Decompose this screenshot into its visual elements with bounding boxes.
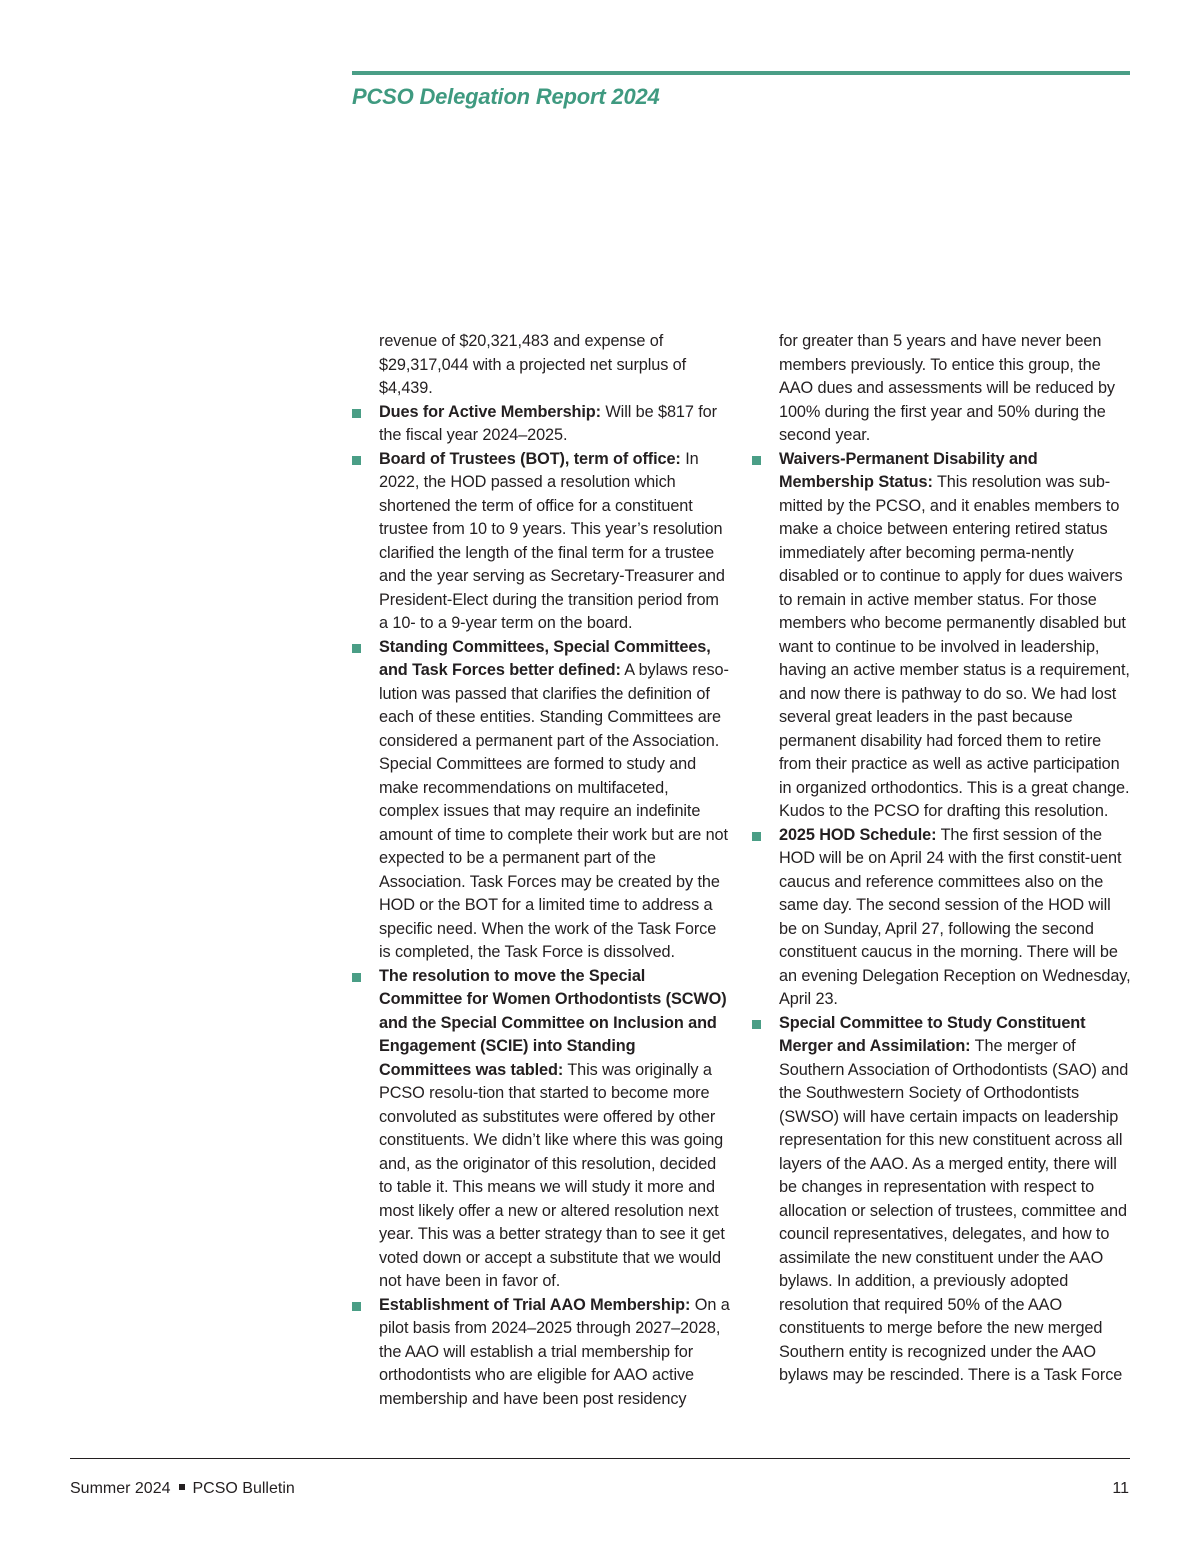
square-bullet-icon (352, 409, 361, 418)
square-bullet-icon (179, 1484, 185, 1490)
bullet-heading: Standing Committees, Special Committees, and Task Forces better defined: (379, 637, 711, 679)
bullet-text: This was originally a PCSO resolu-tion that started to become more convoluted as substitutes were offered by other constituents. We didn’t like where this was going and, as the originator of this resolution, decided to table it. This means we will study it more and most likely offer a new or altered resolution next year. This was a better strategy than to see it get voted down or accept a substitute that we would not have been in favor of. (379, 1060, 725, 1290)
square-bullet-icon (352, 456, 361, 465)
square-bullet-icon (752, 832, 761, 841)
square-bullet-icon (752, 456, 761, 465)
bullet-text: On a pilot basis from 2024–2025 through 2027–2028, the AAO will establish a trial membership for orthodontists who are eligible for AAO active membership and have been post residency (379, 1295, 730, 1408)
bullet-text: for greater than 5 years and have never been members previously. To entice this group, the AAO dues and assessments will be reduced by 100% during the first year and 50% during the second year. (779, 332, 1115, 444)
report-title: PCSO Delegation Report 2024 (352, 84, 660, 109)
square-bullet-icon (352, 1302, 361, 1311)
bullet-text: revenue of $20,321,483 and expense of $29,317,044 with a projected net surplus of $4,439. (379, 332, 687, 397)
bullet-text: A bylaws reso-lution was passed that clarifies the definition of each of these entities. Standing Committees are considered a permanent part of the Association. Special Committees are formed to study and make recommendations on multifaceted, complex issues that may require an indefinite amount of time to complete their work but are not expected to be a permanent part of the Association. Task Forces may be created by the HOD or the BOT for a limited time to address a specific need. When the work of the Task Force is completed, the Task Force is dissolved. (379, 661, 729, 961)
footer-publication: PCSO Bulletin (192, 1480, 295, 1497)
bullet-item (379, 965, 731, 1294)
bullet-text: In 2022, the HOD passed a resolution which shortened the term of office for a constituent trustee from 10 to 9 years. This year’s resolution clarified the length of the final term for a trustee and the year serving as Secretary-Treasurer and President-Elect during the transition period from a 10- to a 9-year term on the board. (379, 449, 725, 632)
bullet-heading: Establishment of Trial AAO Membership: (379, 1295, 691, 1314)
bullet-item (379, 636, 731, 965)
header-rule (352, 71, 1130, 75)
bullet-heading: Waivers-Permanent Disability and Membership Status: (779, 449, 1038, 491)
bullet-item (779, 448, 1131, 824)
bullet-text: Will be $817 for the fiscal year 2024–2025. (379, 402, 717, 444)
bullet-text: This resolution was sub-mitted by the PCSO, and it enables members to make a choice between entering retired status immediately after becoming perma-nently disabled or to continue to apply for dues waivers to remain in active member status. For those members who become permanently disabled but want to continue to be involved in leadership, having an active member status is a requirement, and now there is pathway to do so. We had lost several great leaders in the past because permanent disability had forced them to retire from their practice as well as active participation in organized orthodontics. This is a great change. Kudos to the PCSO for drafting this resolution. (779, 473, 1130, 820)
bullet-heading: Special Committee to Study Constituent Merger and Assimilation: (779, 1013, 1086, 1055)
square-bullet-icon (352, 973, 361, 982)
bullet-heading: Board of Trustees (BOT), term of office: (379, 449, 681, 468)
continued-paragraph (779, 330, 1131, 448)
bullet-text: The first session of the HOD will be on April 24 with the first constit-uent caucus and reference committees also on the same day. The second session of the HOD will be on Sunday, April 27, following the second constituent caucus in the morning. There will be an evening Delegation Reception on Wednesday, April 23. (779, 825, 1131, 1008)
right-column (779, 330, 1131, 1388)
page-number: 11 (1112, 1480, 1129, 1497)
footer-rule (70, 1458, 1130, 1459)
bullet-item (379, 401, 731, 448)
footer-issue-line (70, 1480, 295, 1498)
bullet-text: The merger of Southern Association of Orthodontists (SAO) and the Southwestern Society of Orthodontists (SWSO) will have certain impacts on leadership representation for this new constituent across all layers of the AAO. As a merged entity, there will be changes in representation with respect to allocation or selection of trustees, committee and council representatives, delegates, and how to assimilate the new constituent under the AAO bylaws. In addition, a previously adopted resolution that required 50% of the AAO constituents to merge before the new merged Southern entity is recognized under the AAO bylaws may be rescinded. There is a Task Force (779, 1037, 1129, 1384)
bullet-heading: The resolution to move the Special Committee for Women Orthodontists (SCWO) and the Special Committee on Inclusion and Engagement (SCIE) into Standing Committees was tabled: (379, 966, 727, 1079)
bullet-item (779, 824, 1131, 1012)
bullet-item (779, 1012, 1131, 1388)
footer-issue: Summer 2024 (70, 1480, 171, 1497)
bullet-item (379, 448, 731, 636)
square-bullet-icon (752, 1020, 761, 1029)
left-column (379, 330, 731, 1411)
bullet-heading: Dues for Active Membership: (379, 402, 601, 421)
square-bullet-icon (352, 644, 361, 653)
continued-paragraph (379, 330, 731, 401)
bullet-heading: 2025 HOD Schedule: (779, 825, 937, 844)
bullet-item (379, 1294, 731, 1412)
